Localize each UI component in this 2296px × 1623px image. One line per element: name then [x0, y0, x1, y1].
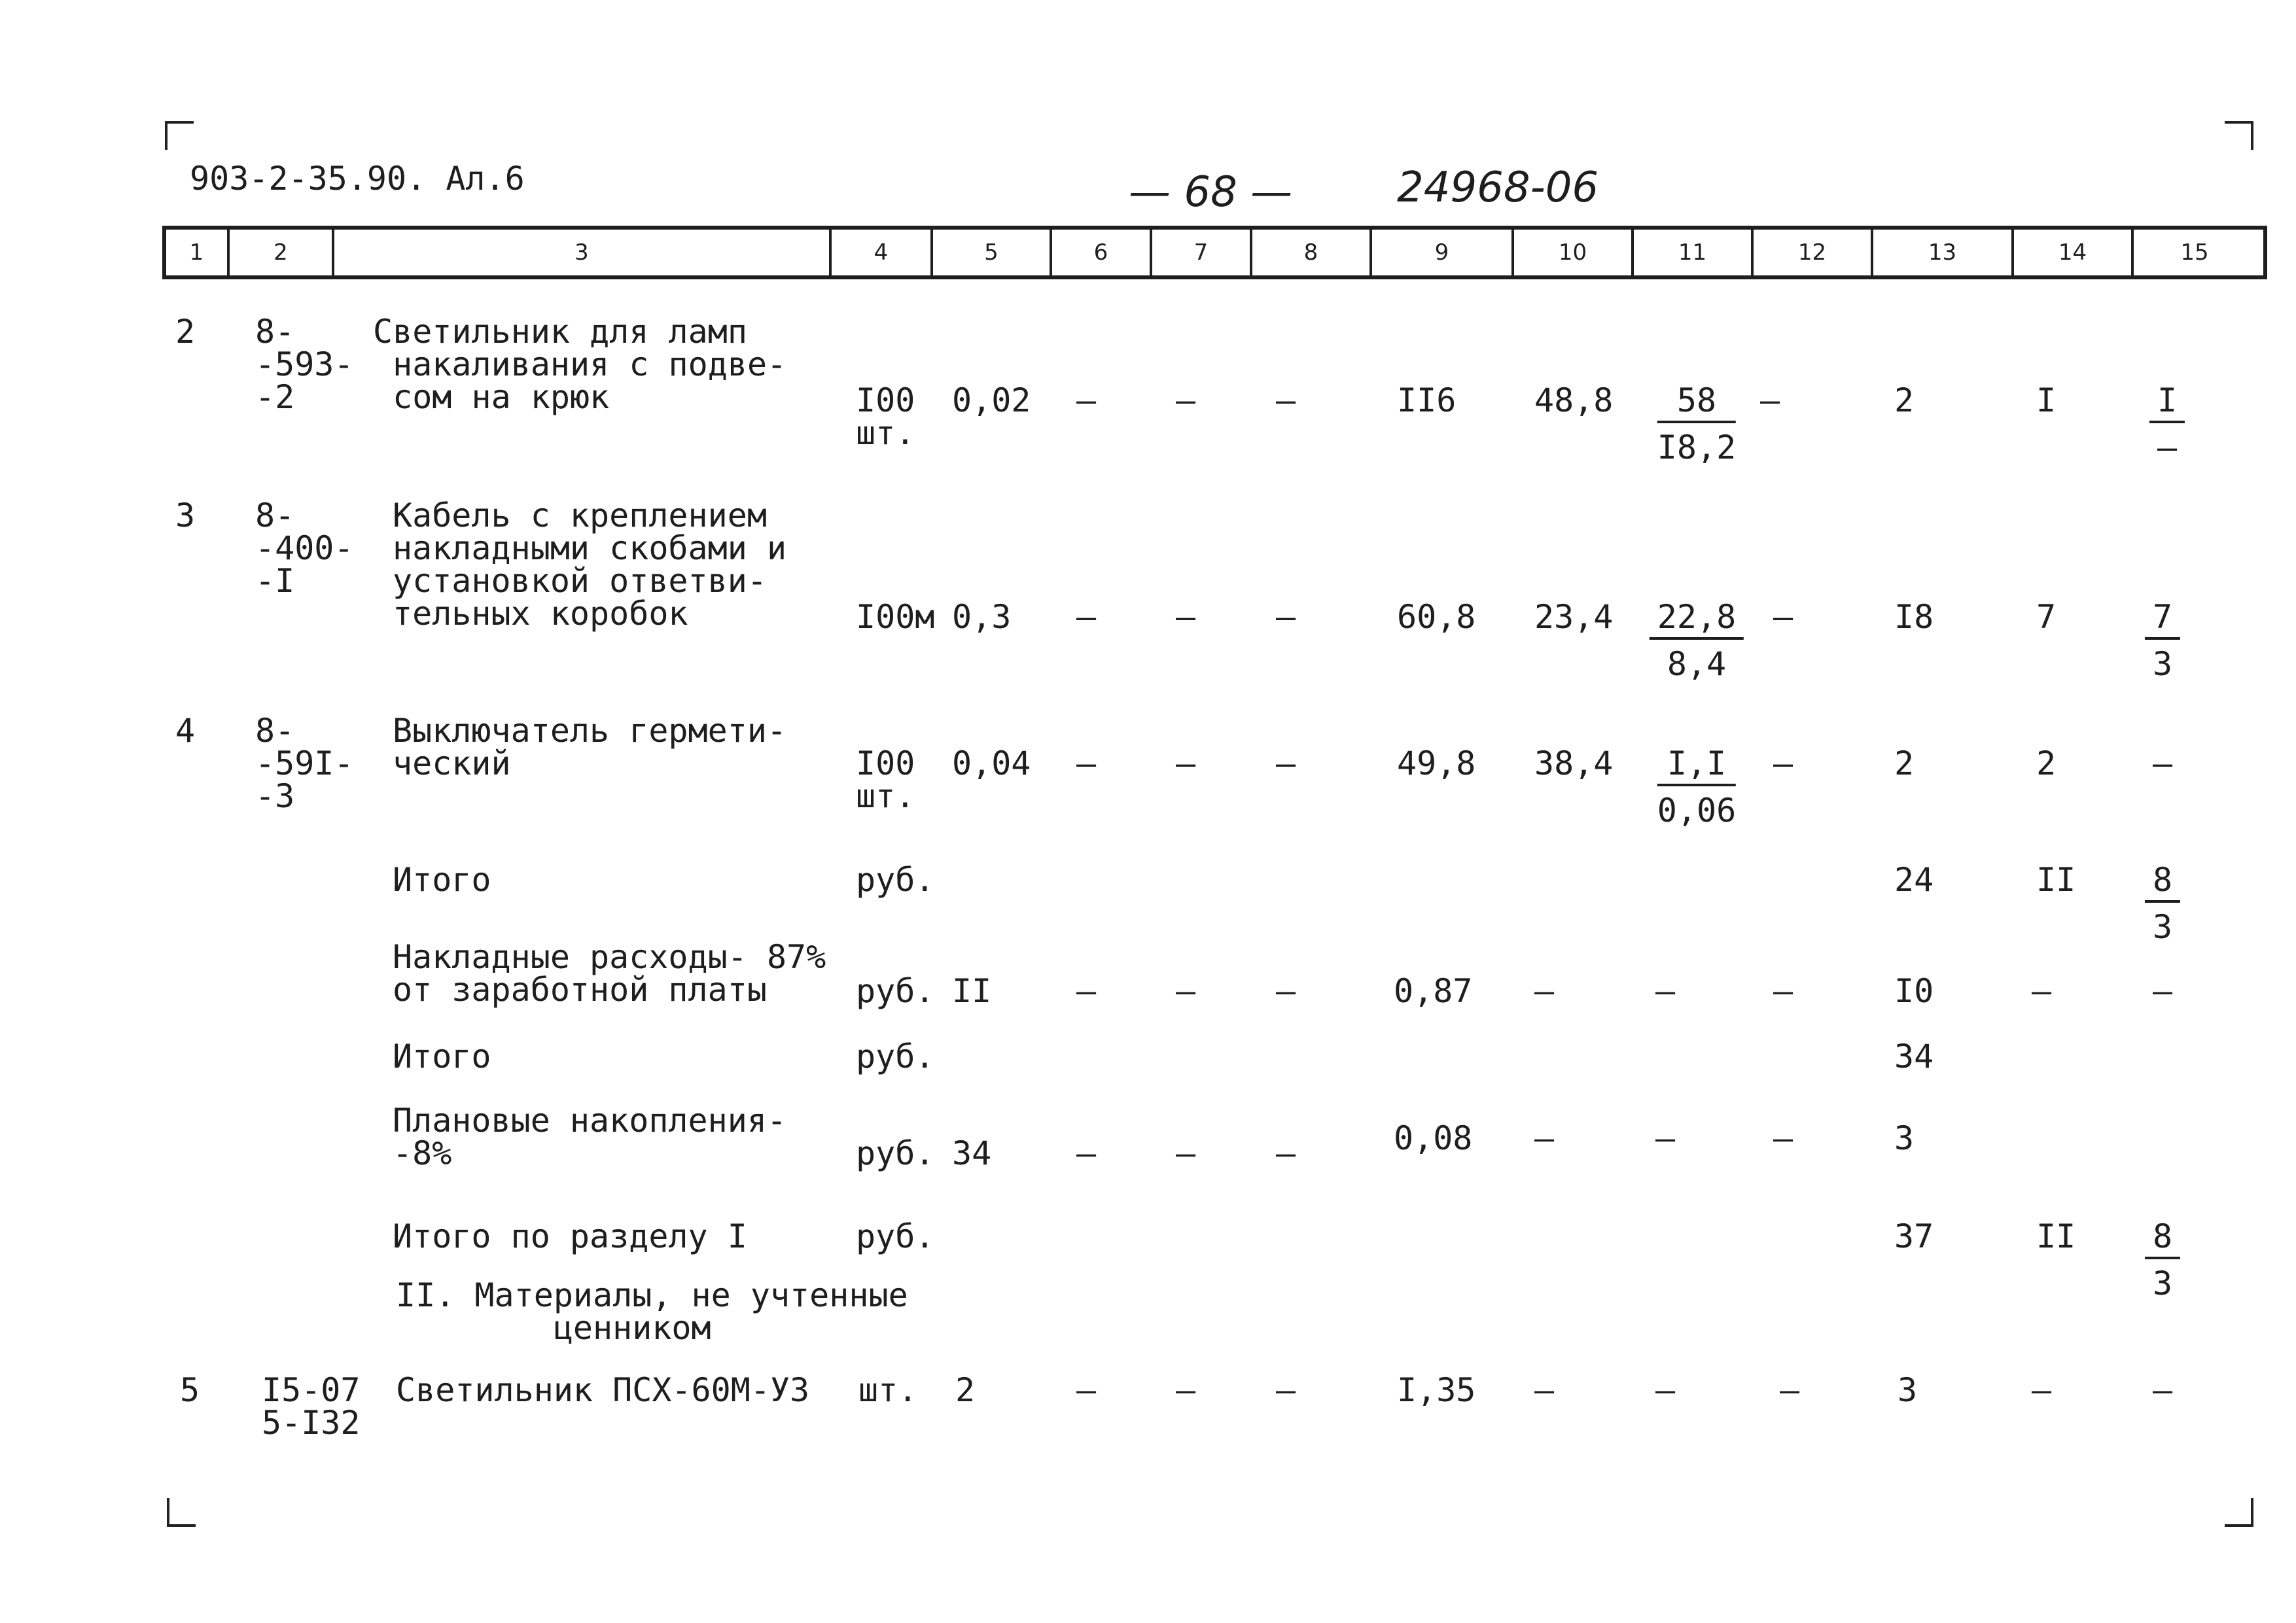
row-col8: – [1275, 744, 1296, 782]
column-header-12: 12 [1754, 230, 1873, 275]
overhead-unit: руб. [856, 972, 935, 1010]
section-total-unit: руб. [856, 1217, 935, 1255]
row-number: 4 [175, 712, 196, 750]
row-col6: – [1076, 1371, 1097, 1409]
overhead-col11: – [1655, 972, 1676, 1010]
column-header-6: 6 [1052, 230, 1152, 275]
row-col11-numerator: 22,8 [1650, 601, 1744, 640]
corner-mark-top-right [2225, 121, 2253, 150]
row-name: Светильник ПСХ-60М-У3 [396, 1371, 810, 1409]
column-header-13: 13 [1873, 230, 2014, 275]
row-col9: 60,8 [1397, 598, 1476, 636]
overhead-col13: I0 [1894, 972, 1934, 1010]
savings-col12: – [1773, 1119, 1793, 1157]
row-col12: – [1773, 744, 1793, 782]
section-total-col14: II [2036, 1217, 2076, 1255]
summary-label: Итого [393, 861, 491, 899]
row-col12: – [1759, 381, 1780, 419]
overhead-col15: – [2152, 972, 2173, 1010]
row-col13: I8 [1894, 598, 1934, 636]
row-col11-denominator: 8,4 [1667, 645, 1727, 683]
overhead-col14: – [2031, 972, 2052, 1010]
column-header-1: 1 [166, 230, 230, 275]
row-col11-fraction [1657, 744, 1737, 829]
savings-col8: – [1275, 1134, 1296, 1172]
row-code: 8- -593- -2 [255, 313, 354, 416]
column-header-14: 14 [2014, 230, 2134, 275]
row-col11-fraction [1650, 598, 1744, 683]
summary-col15-fraction [2145, 861, 2180, 946]
row-number: 3 [175, 497, 196, 534]
row-col8: – [1275, 1371, 1296, 1409]
section-total-col13: 37 [1894, 1217, 1934, 1255]
row-col15-denominator: – [2157, 428, 2178, 466]
row-col9: II6 [1397, 381, 1457, 419]
row-col8: – [1275, 598, 1296, 636]
page-number [1129, 168, 1293, 217]
row-number: 5 [180, 1371, 200, 1409]
corner-mark-bottom-left [167, 1498, 196, 1527]
overhead-col6: – [1076, 972, 1097, 1010]
column-header-9: 9 [1372, 230, 1514, 275]
overhead-qty: II [952, 972, 992, 1010]
overhead-col7: – [1175, 972, 1196, 1010]
savings-col13: 3 [1894, 1119, 1915, 1157]
savings-qty: 34 [952, 1134, 992, 1172]
savings-col10: – [1534, 1119, 1555, 1157]
row-col11: – [1655, 1371, 1676, 1409]
column-header-11: 11 [1634, 230, 1754, 275]
row-col10: 48,8 [1534, 381, 1614, 419]
summary-col14: II [2036, 861, 2076, 899]
page-number-dash-right: — [1237, 168, 1293, 217]
summary-col15-denominator: 3 [2152, 908, 2173, 946]
column-header-4: 4 [832, 230, 933, 275]
savings-col9: 0,08 [1394, 1119, 1473, 1157]
row-unit: I00м [856, 598, 935, 636]
row-col12: – [1779, 1371, 1800, 1409]
row-col6: – [1076, 381, 1097, 419]
column-header-row [162, 226, 2267, 279]
savings-unit: руб. [856, 1134, 935, 1172]
row-name: Выключатель гермети- ческий [393, 712, 787, 782]
row-col13: 2 [1894, 381, 1915, 419]
overhead-col10: – [1534, 972, 1555, 1010]
row-code: 8- -59I- -3 [255, 712, 354, 815]
column-header-5: 5 [933, 230, 1052, 275]
row-col7: – [1175, 744, 1196, 782]
section-total-col15-numerator: 8 [2145, 1220, 2180, 1259]
page-number-dash-left: — [1129, 168, 1184, 217]
overhead-col9: 0,87 [1394, 972, 1473, 1010]
corner-mark-bottom-right [2225, 1498, 2253, 1527]
summary-unit: руб. [856, 861, 935, 899]
row-col15-numerator: I [2149, 384, 2185, 423]
row-code: 8- -400- -I [255, 497, 354, 600]
row-col11-denominator: I8,2 [1657, 428, 1737, 466]
row-col10: 38,4 [1534, 744, 1614, 782]
savings-label: Плановые накопления- -8% [393, 1102, 787, 1172]
row-col15-fraction [2149, 381, 2185, 466]
section-total-col15-denominator: 3 [2152, 1265, 2173, 1302]
savings-col11: – [1655, 1119, 1676, 1157]
section-total-label: Итого по разделу I [393, 1217, 747, 1255]
row-col8: – [1275, 381, 1296, 419]
row-col11-denominator: 0,06 [1657, 792, 1737, 829]
section-2-title: II. Материалы, не учтенные ценником [396, 1276, 908, 1347]
summary-label: Итого [393, 1038, 491, 1075]
row-unit: I00 шт. [856, 744, 915, 815]
summary-col15-numerator: 8 [2145, 864, 2180, 903]
row-col11-numerator: 58 [1657, 384, 1736, 423]
row-code: I5-07 5-I32 [262, 1371, 361, 1442]
row-col10: – [1534, 1371, 1555, 1409]
row-qty: 0,02 [952, 381, 1031, 419]
row-col13: 3 [1898, 1371, 1918, 1409]
overhead-col8: – [1275, 972, 1296, 1010]
row-name: Кабель с креплением накладными скобами и установкой ответви- тельных коробок [393, 497, 787, 633]
row-col7: – [1175, 598, 1196, 636]
row-col15: – [2152, 1371, 2173, 1409]
row-col15-denominator: 3 [2152, 645, 2173, 683]
inventory-number: 24968-06 [1397, 164, 1599, 212]
row-col14: – [2031, 1371, 2052, 1409]
row-col15: – [2152, 744, 2173, 782]
row-col11-fraction [1657, 381, 1737, 466]
row-qty: 0,3 [952, 598, 1012, 636]
row-col7: – [1175, 1371, 1196, 1409]
row-col9: I,35 [1397, 1371, 1476, 1409]
corner-mark-top-left [165, 121, 194, 150]
row-col9: 49,8 [1397, 744, 1476, 782]
row-col6: – [1076, 744, 1097, 782]
column-header-10: 10 [1514, 230, 1634, 275]
row-col14: I [2036, 381, 2057, 419]
row-col15-numerator: 7 [2145, 601, 2180, 640]
row-qty: 0,04 [952, 744, 1031, 782]
row-unit: I00 шт. [856, 381, 915, 452]
row-col13: 2 [1894, 744, 1915, 782]
column-header-8: 8 [1252, 230, 1372, 275]
overhead-label: Накладные расходы- 87% от заработной платы [393, 938, 826, 1009]
row-col14: 2 [2036, 744, 2057, 782]
summary-col13: 24 [1894, 861, 1934, 899]
overhead-col12: – [1773, 972, 1793, 1010]
row-col15-fraction [2145, 598, 2180, 683]
row-col12: – [1773, 598, 1793, 636]
section-total-col15-fraction [2145, 1217, 2180, 1302]
row-col7: – [1175, 381, 1196, 419]
column-header-3: 3 [334, 230, 832, 275]
column-header-7: 7 [1152, 230, 1252, 275]
summary-col13: 34 [1894, 1038, 1934, 1075]
row-number: 2 [175, 313, 196, 351]
row-name: Светильник для ламп накаливания с подве- сом на крюк [373, 313, 787, 416]
row-col10: 23,4 [1534, 598, 1614, 636]
row-unit: шт. [858, 1371, 918, 1409]
savings-col7: – [1175, 1134, 1196, 1172]
page-number-value: 68 [1184, 168, 1237, 217]
row-qty: 2 [955, 1371, 976, 1409]
row-col11-numerator: I,I [1657, 747, 1736, 786]
savings-col6: – [1076, 1134, 1097, 1172]
column-header-2: 2 [230, 230, 334, 275]
row-col14: 7 [2036, 598, 2057, 636]
column-header-15: 15 [2180, 239, 2209, 266]
row-col6: – [1076, 598, 1097, 636]
summary-unit: руб. [856, 1038, 935, 1075]
document-code: 903-2-35.90. Ал.6 [190, 160, 525, 198]
